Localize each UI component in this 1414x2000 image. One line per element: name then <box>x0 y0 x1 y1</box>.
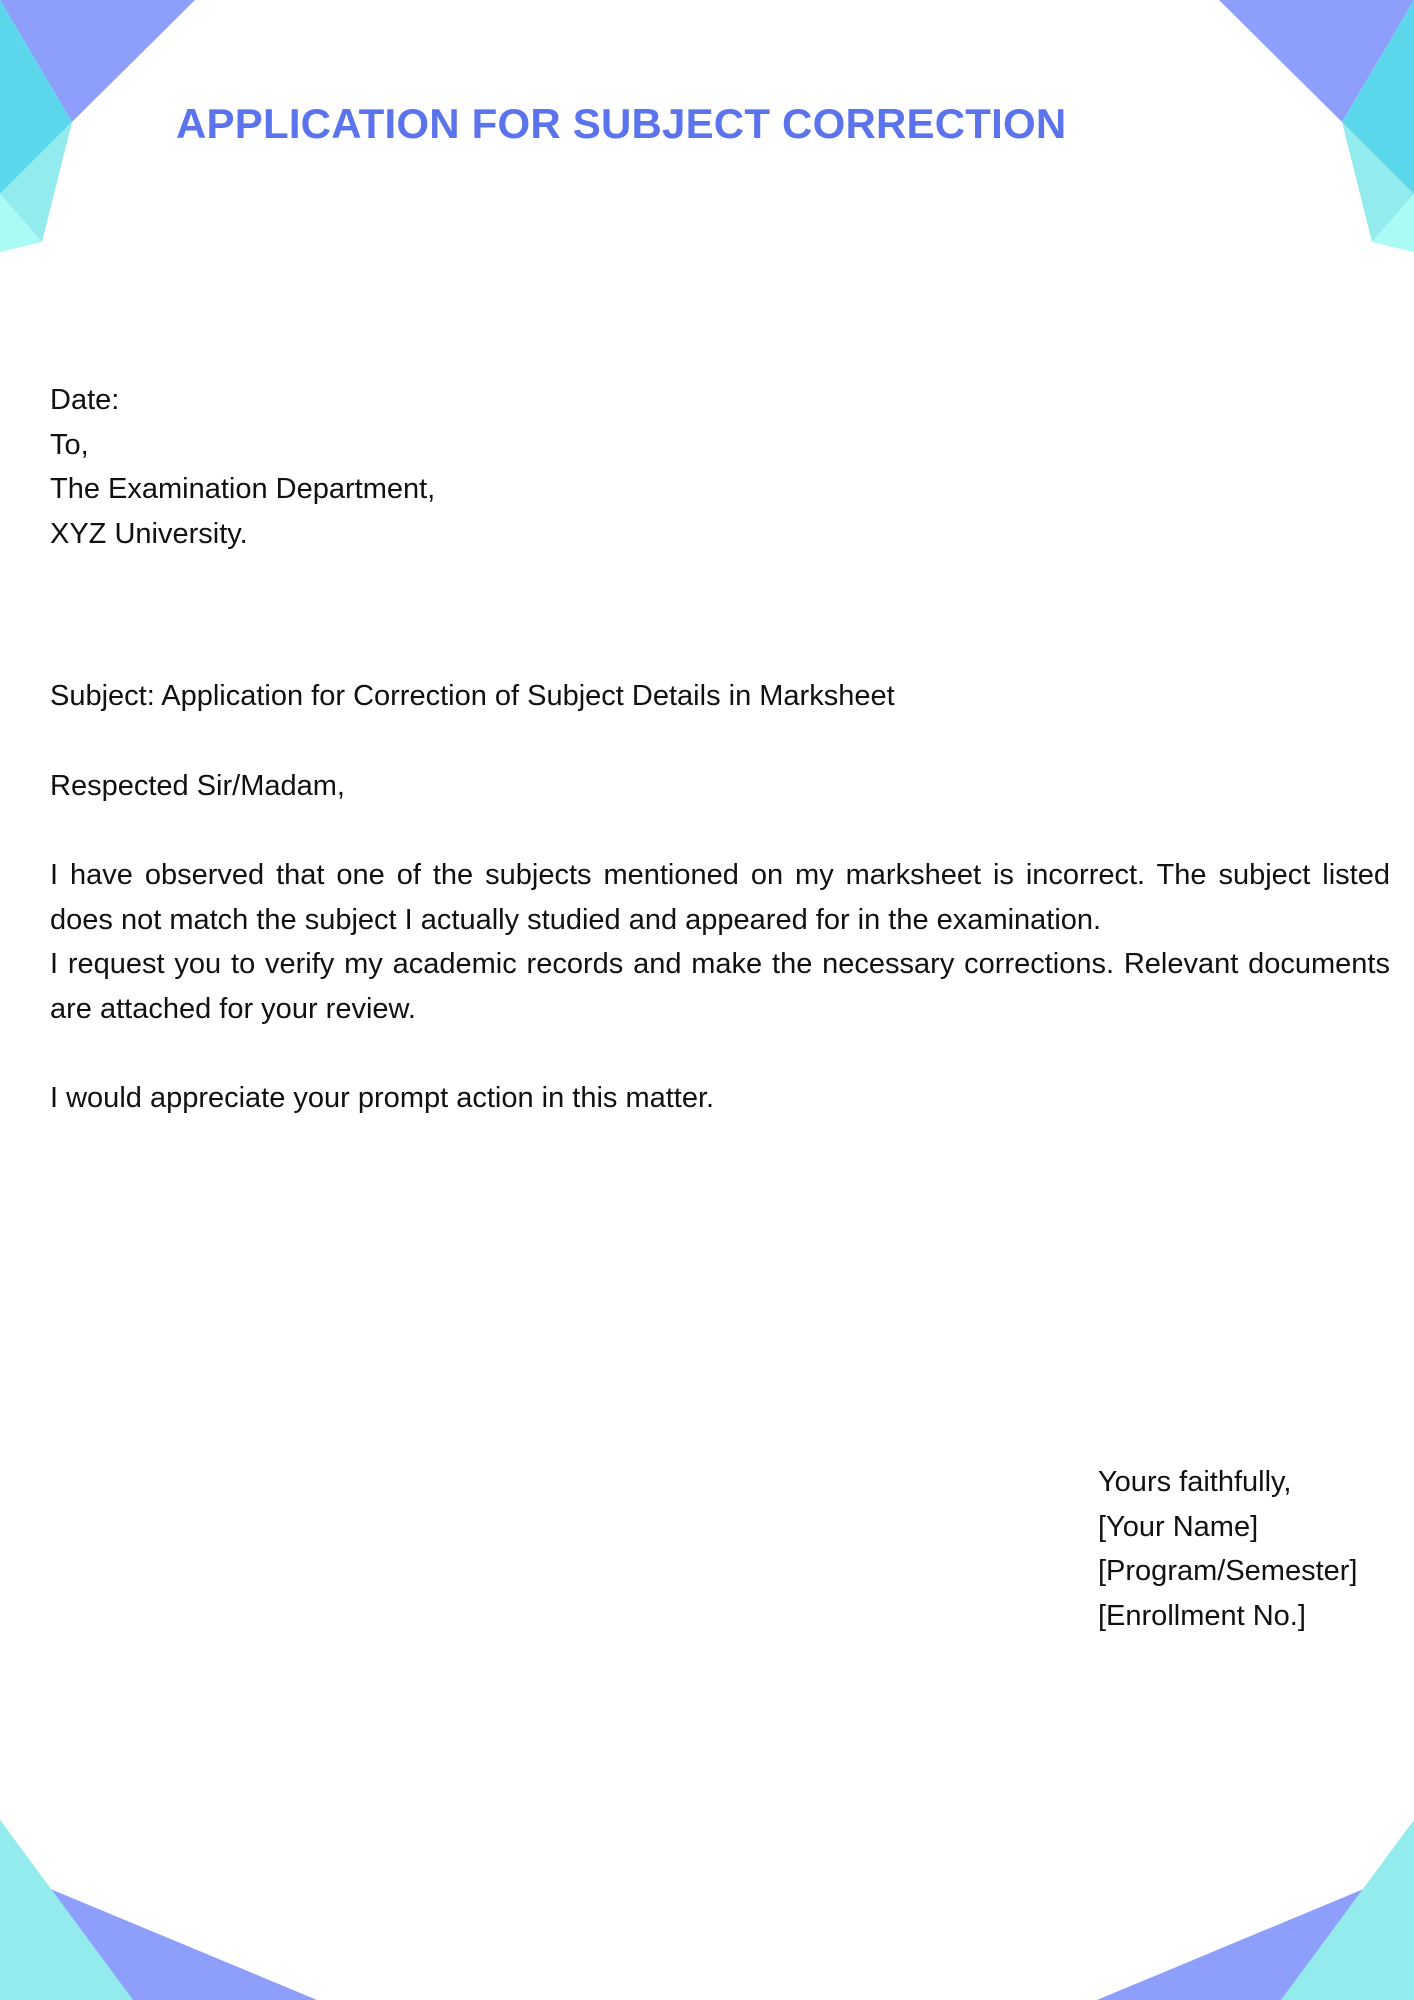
top-right-corner-decoration <box>1214 0 1414 260</box>
signature-enrollment: [Enrollment No.] <box>1098 1599 1306 1632</box>
date-label: Date: <box>50 384 120 416</box>
body-paragraph-2: I request you to verify my academic records and make the necessary corrections. Relevant documents are attached for your review. <box>50 948 1390 1025</box>
page-title: APPLICATION FOR SUBJECT CORRECTION <box>176 100 1067 147</box>
signature-name: [Your Name] <box>1098 1510 1259 1543</box>
subject-line: Subject: Application for Correction of Subject Details in Marksheet <box>50 680 895 712</box>
signature-block <box>1098 1460 1357 1638</box>
body-paragraphs <box>50 853 1390 1031</box>
top-left-corner-decoration <box>0 0 200 260</box>
body-paragraph-1: I have observed that one of the subjects mentioned on my marksheet is incorrect. The subject listed does not match the subject I actually studied and appeared for in the examination. <box>50 859 1390 936</box>
to-label: To, <box>50 428 89 461</box>
signature-program: [Program/Semester] <box>1098 1555 1358 1587</box>
closing-sentence: I would appreciate your prompt action in this matter. <box>50 1082 715 1114</box>
salutation: Respected Sir/Madam, <box>50 769 345 802</box>
letter-body <box>50 378 1390 1121</box>
bottom-left-corner-decoration <box>0 1820 320 2000</box>
recipient-block <box>50 378 1390 556</box>
recipient-university: XYZ University. <box>50 517 248 550</box>
recipient-department: The Examination Department, <box>50 473 436 505</box>
signature-closing: Yours faithfully, <box>1098 1466 1292 1498</box>
bottom-right-corner-decoration <box>1094 1820 1414 2000</box>
